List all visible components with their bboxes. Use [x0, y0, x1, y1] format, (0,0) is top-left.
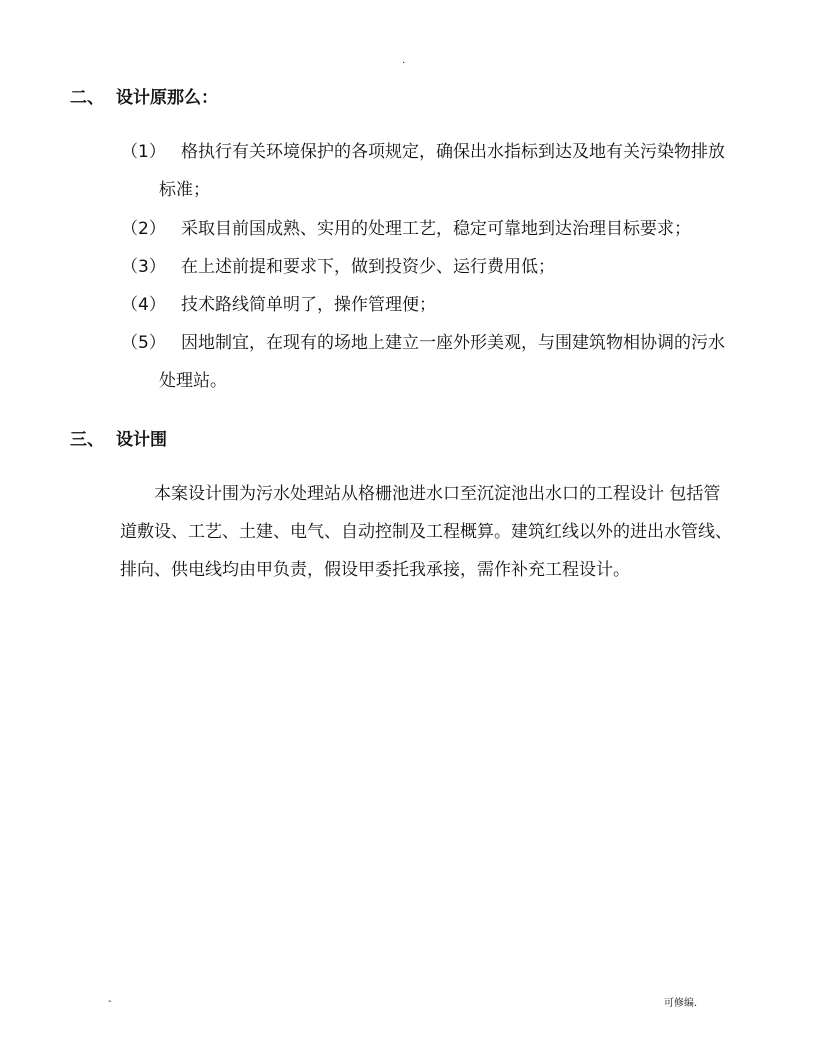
principle-text-continued: 处理站。	[159, 371, 227, 391]
footer-left-mark: -	[108, 996, 112, 1007]
principle-text: 格执行有关环境保护的各项规定，确保出水指标到达及地有关污染物排放	[181, 142, 725, 162]
principle-text: 技术路线简单明了，操作管理便；	[181, 295, 436, 315]
principle-item-3	[121, 248, 746, 286]
section-2-title: 设计原那么：	[116, 88, 218, 108]
principle-text: 在上述前提和要求下，做到投资少、运行费用低；	[181, 257, 555, 277]
section-3-heading	[70, 428, 167, 452]
principle-index: （3）	[121, 257, 166, 277]
top-dot-mark: .	[402, 55, 406, 66]
principle-text: 采取目前国成熟、实用的处理工艺，稳定可靠地到达治理目标要求；	[181, 219, 691, 239]
section-3-number: 三、	[70, 430, 104, 450]
section-2-number: 二、	[70, 88, 104, 108]
footer-editable-note: 可修编.	[664, 998, 698, 1009]
section-3-title: 设计围	[116, 430, 167, 450]
paragraph-line: 排向、供电线均由甲负责，假设甲委托我承接，需作补充工程设计。	[120, 560, 630, 580]
scope-paragraph	[120, 475, 750, 589]
paragraph-line: 道敷设、工艺、土建、电气、自动控制及工程概算。建筑红线以外的进出水管线、	[120, 522, 732, 542]
principle-item-1	[121, 133, 746, 209]
principle-item-4	[121, 286, 746, 324]
section-2-heading	[70, 86, 218, 110]
principle-index: （1）	[121, 142, 166, 162]
principle-text-continued: 标准；	[159, 180, 210, 200]
principle-index: （4）	[121, 295, 166, 315]
principle-text: 因地制宜，在现有的场地上建立一座外形美观，与围建筑物相协调的污水	[181, 333, 725, 353]
principle-index: （5）	[121, 333, 166, 353]
principle-index: （2）	[121, 219, 166, 239]
principle-item-2	[121, 210, 746, 248]
principle-item-5	[121, 324, 746, 400]
paragraph-line: 本案设计围为污水处理站从格栅池进水口至沉淀池出水口的工程设计 包括管	[154, 484, 721, 504]
